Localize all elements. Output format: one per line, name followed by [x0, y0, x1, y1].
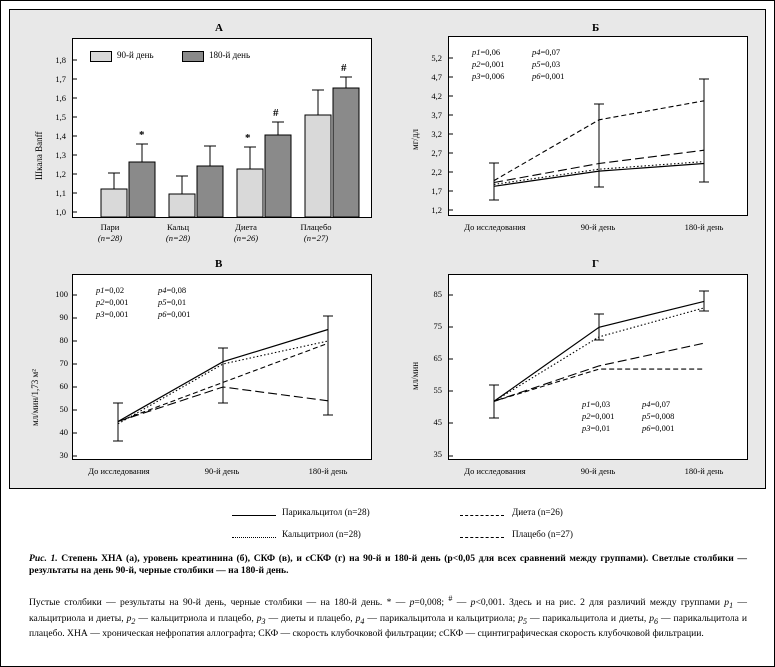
panel-a-ytick: 1,1 [55, 188, 66, 198]
panel-c-ytick: 100 [55, 289, 68, 299]
panel-a-xtick: Плацебо [300, 222, 332, 232]
figure-panel-container [9, 9, 766, 539]
panel-a-ytick: 1,2 [55, 169, 66, 179]
panel-a-xtick-n: (n=28) [165, 233, 191, 243]
panel-d-xtick: До исследования [464, 466, 526, 476]
panel-c-ytick: 80 [59, 335, 68, 345]
panel-c-xtick: До исследования [88, 466, 150, 476]
legend-line-dashed-short [460, 537, 504, 538]
svg-text:#: # [341, 62, 347, 74]
panel-d-ytick: 75 [433, 321, 442, 331]
panel-d-xtick: 90-й день [580, 466, 616, 476]
panel-d-ytick: 55 [433, 385, 442, 395]
panel-c-letter: В [215, 258, 223, 270]
panel-a-xtick: Кальц [166, 222, 190, 232]
panel-b-xtick: До исследования [464, 222, 526, 232]
panel-b [392, 10, 765, 250]
panel-c-ytick: 50 [59, 404, 68, 414]
panel-a [10, 10, 390, 250]
figure-main-legend [170, 507, 640, 551]
panel-a-plot [72, 38, 372, 218]
panel-b-ytick: 3,2 [431, 129, 442, 139]
legend-label-dark: 180-й день [209, 50, 251, 60]
panel-b-ytick: 1,2 [431, 205, 442, 215]
legend-label-parikalcitol: Парикальцитол (n=28) [282, 507, 370, 517]
panel-a-ytick: 1,5 [55, 112, 66, 122]
panel-a-svg [73, 39, 371, 217]
panel-a-xtick: Пари [100, 222, 120, 232]
legend-label-kalcitriol: Кальцитриол (n=28) [282, 529, 361, 539]
panel-d-ytick: 85 [433, 289, 442, 299]
panel-a-ytick: 1,7 [55, 74, 66, 84]
panel-a-letter: А [215, 22, 223, 34]
panel-b-ytick: 4,2 [431, 91, 442, 101]
figure-body-text: Пустые столбики — результаты на 90-й день, черные столбики — на 180-й день. * — p=0,008; # — p<0,001. Здесь и на рис. 2 для различий между группами $p_1$ — кальцитриола и диеты, $p_2$ — кальцитриола и плацебо, $p_3$ — диеты и плацебо, $p_4$ — парикальцитола и кальцитриола; $p_5$ — парикальцитола и диеты, $p_6$ — парикальцитола и плацебо. ХНА — хроническая нефропатия аллографта; СКФ — скорость клубочковой фильтрации; сСКФ — сцинтиграфическая скорость клубочковой фильтрации. [29, 594, 748, 640]
panel-c-xtick: 180-й день [308, 466, 348, 476]
panel-c-ytick: 70 [59, 358, 68, 368]
panel-b-ytick: 3,7 [431, 110, 442, 120]
legend-swatch-dark [182, 51, 204, 62]
panel-c-ytick: 30 [59, 450, 68, 460]
legend-label-dieta: Диета (n=26) [512, 507, 563, 517]
panel-b-pvalues: p1=0,06 p4=0,07 p2=0,001 p5=0,03 p3=0,006 p6=0,001 [472, 47, 565, 81]
caption-text: Степень ХНА (а), уровень креатинина (б), СКФ (в), и сСКФ (г) на 90-й и 180-й день (p<0,05 для всех сравнений между группами). Светлые столбики — результаты на день 90-й, черные столбики — на 180-й день. [29, 553, 747, 577]
svg-text:#: # [273, 107, 279, 119]
panel-b-ylabel: мг/дл [410, 129, 420, 150]
panel-c-ytick: 90 [59, 312, 68, 322]
legend-swatch-light [90, 51, 112, 62]
panel-a-xtick-n: (n=27) [303, 233, 329, 243]
panel-b-ytick: 2,2 [431, 167, 442, 177]
panel-d-ytick: 45 [433, 417, 442, 427]
panel-b-ytick: 2,7 [431, 148, 442, 158]
panel-a-ytick: 1,0 [55, 207, 66, 217]
panel-c [10, 250, 390, 490]
panel-a-xtick-n: (n=28) [97, 233, 123, 243]
panel-b-ytick: 1,7 [431, 186, 442, 196]
panel-b-ytick: 5,2 [431, 53, 442, 63]
legend-label-placebo: Плацебо (n=27) [512, 529, 573, 539]
panel-a-ytick: 1,8 [55, 55, 66, 65]
panel-c-ytick: 40 [59, 427, 68, 437]
panel-d-ytick: 35 [433, 449, 442, 459]
panel-a-xtick-n: (n=26) [233, 233, 259, 243]
legend-line-dashed-long [460, 515, 504, 516]
panel-a-ylabel: Шкала Banff [34, 131, 44, 180]
figure-caption [29, 553, 747, 578]
legend-line-dotted [232, 537, 276, 538]
panel-c-pvalues: p1=0,02 p4=0,08 p2=0,001 p5=0,01 p3=0,001 p6=0,001 [96, 285, 191, 319]
panel-c-ylabel: мл/мин/1,73 м² [30, 369, 40, 426]
panel-d-xtick: 180-й день [684, 466, 724, 476]
panel-b-xtick: 180-й день [684, 222, 724, 232]
legend-label-light: 90-й день [117, 50, 154, 60]
panel-a-xtick: Диета [235, 222, 257, 232]
panel-d-ytick: 65 [433, 353, 442, 363]
svg-text:*: * [139, 129, 145, 141]
panel-d-letter: Г [592, 258, 599, 270]
panel-b-letter: Б [592, 22, 600, 34]
panel-b-ytick: 4,7 [431, 72, 442, 82]
panel-a-ytick: 1,3 [55, 150, 66, 160]
panel-a-ytick: 1,4 [55, 131, 66, 141]
panel-b-xtick: 90-й день [580, 222, 616, 232]
panel-d-pvalues: p1=0,03 p4=0,07 p2=0,001 p5=0,008 p3=0,01 p6=0,001 [582, 399, 675, 433]
panel-a-ytick: 1,6 [55, 93, 66, 103]
panel-c-ytick: 60 [59, 381, 68, 391]
legend-line-solid [232, 515, 276, 516]
svg-text:*: * [245, 132, 251, 144]
panel-d-ylabel: мл/мин [410, 361, 420, 390]
panel-c-xtick: 90-й день [204, 466, 240, 476]
caption-label: Рис. 1. [29, 553, 58, 564]
panel-d [392, 250, 765, 490]
